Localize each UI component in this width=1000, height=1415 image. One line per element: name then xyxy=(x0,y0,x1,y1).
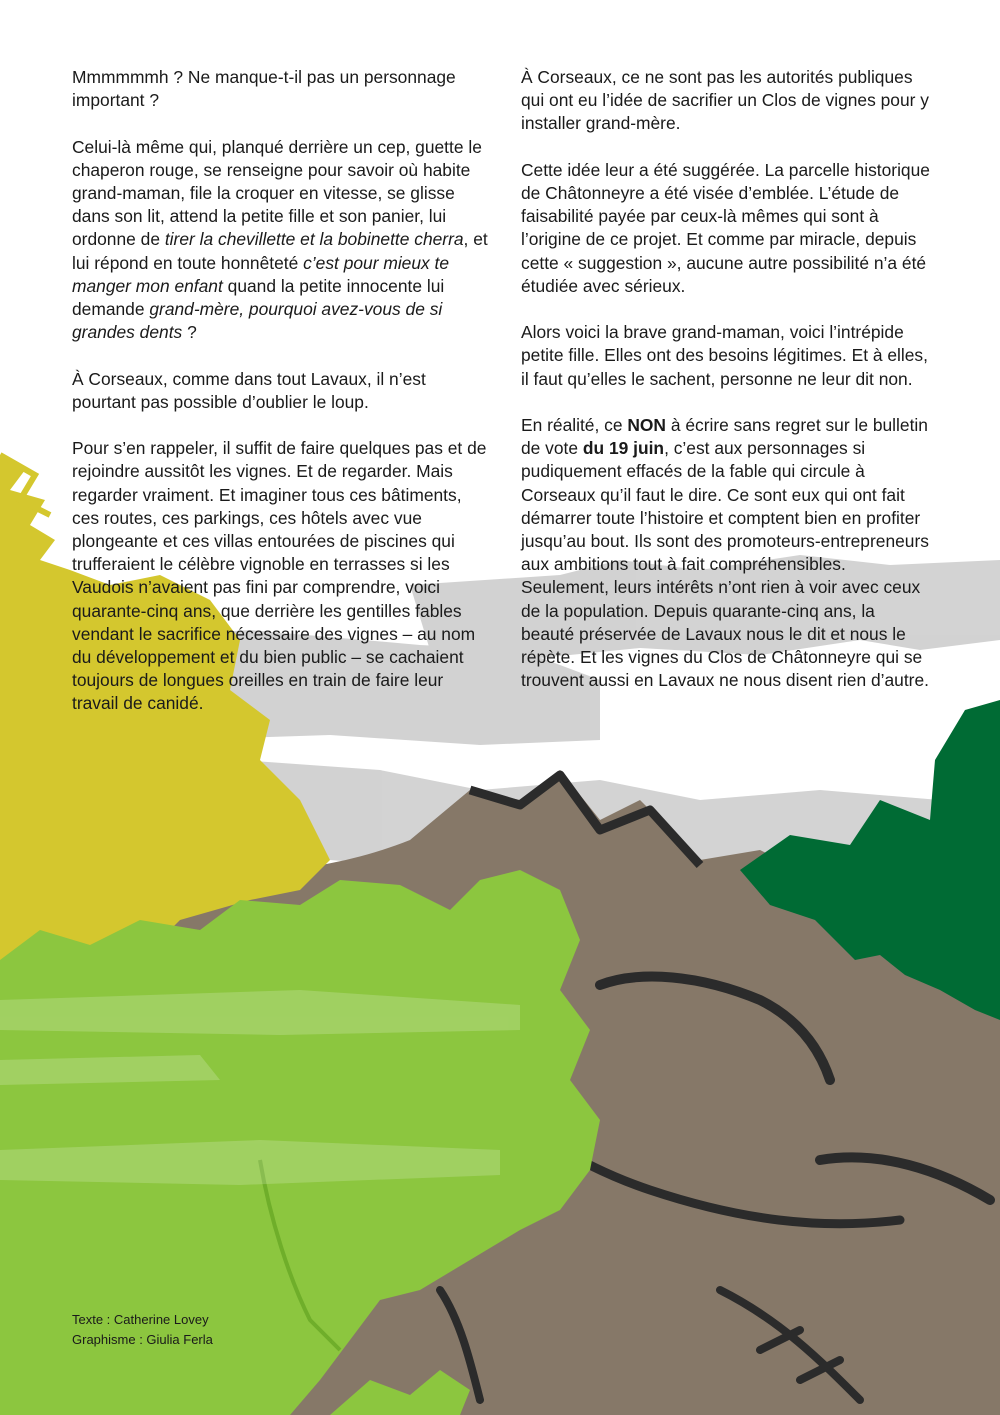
text-run: , c’est aux personnages si pudiquement effacés de la fable qui circule à Corseaux qu’il faut le dire. Ce sont eux qui ont fait démarrer toute l’histoire et comptent bien en profiter jusqu’au bout. Ils sont des promoteurs-entrepreneurs aux ambitions tout à fait compréhensibles. Seulement, leurs intérêts n’ont rien à voir avec ceux de la population. Depuis quarante-cinq ans, la beauté préservée de Lavaux nous le dit et nous le répète. Et les vignes du Clos de Châtonneyre qui se trouvent aussi en Lavaux ne nous disent rien d’autre. xyxy=(521,438,929,691)
text-run: Celui-là même qui, planqué derrière un cep, guette le chaperon rouge, se renseigne pour savoir où habite grand-maman, file la croquer en vitesse, se glisse dans son lit, attend la petite fille et son panier, lui ordonne de xyxy=(72,136,482,250)
design-credit: Graphisme : Giulia Ferla xyxy=(72,1332,213,1347)
paragraph: Alors voici la brave grand-maman, voici l’intrépide petite fille. Elles ont des besoins légitimes. Et à elles, il faut qu’elles le sachent, personne ne leur dit non. xyxy=(521,322,928,389)
text-run: quand la petite innocente lui demande xyxy=(72,275,445,320)
bold-non: NON xyxy=(627,415,666,435)
text-run: , et lui répond en toute honnêteté xyxy=(72,229,488,273)
text-credit: Texte : Catherine Lovey xyxy=(72,1312,209,1327)
right-text-column xyxy=(521,66,931,716)
italic-quote: c’est pour mieux te manger mon enfant xyxy=(72,252,450,296)
text-run: à écrire sans regret sur le bulletin de vote xyxy=(521,415,928,459)
paragraph: À Corseaux, comme dans tout Lavaux, il n’est pourtant pas possible d’oublier le loup. xyxy=(72,368,426,412)
text-run: En réalité, ce xyxy=(521,415,628,435)
bold-vote-date: du 19 juin xyxy=(582,438,665,459)
text-run: ? xyxy=(182,322,197,343)
paragraph xyxy=(521,414,931,692)
left-text-column xyxy=(72,66,492,739)
paragraph: Cette idée leur a été suggérée. La parcelle historique de Châtonneyre a été visée d’emblée. L’étude de faisabilité payée par ceux-là mêmes qui sont à l’origine de ce projet. Et comme par miracle, depuis cette « suggestion », aucune autre possibilité n’a été étudiée avec sérieux. xyxy=(521,159,930,296)
paragraph: À Corseaux, ce ne sont pas les autorités publiques qui ont eu l’idée de sacrifier un Clos de vignes pour y installer grand-mère. xyxy=(521,67,929,134)
italic-quote: grand-mère, pourquoi avez-vous de si grandes dents xyxy=(72,299,443,343)
paragraph: Pour s’en rappeler, il suffit de faire quelques pas et de rejoindre aussitôt les vignes. Et de regarder. Mais regarder vraiment. Et imaginer tous ces bâtiments, ces routes, ces parkings, ces hôtels avec vue plongeante et ces villas entourées de piscines qui trufferaient le célèbre vignoble en terrasses si les Vaudois n’avaient pas fini par comprendre, voici quarante-cinq ans, que derrière les gentilles fables vendant le sacrifice nécessaire des vignes – au nom du développement et du bien public – se cachaient toujours de longues oreilles en train de faire leur travail de canidé. xyxy=(72,438,487,714)
italic-quote: tirer la chevillette et la bobinette cherra xyxy=(164,229,464,250)
paragraph xyxy=(72,136,492,345)
credits xyxy=(72,1310,213,1350)
paragraph: Mmmmmmh ? Ne manque-t-il pas un personnage important ? xyxy=(72,67,456,111)
